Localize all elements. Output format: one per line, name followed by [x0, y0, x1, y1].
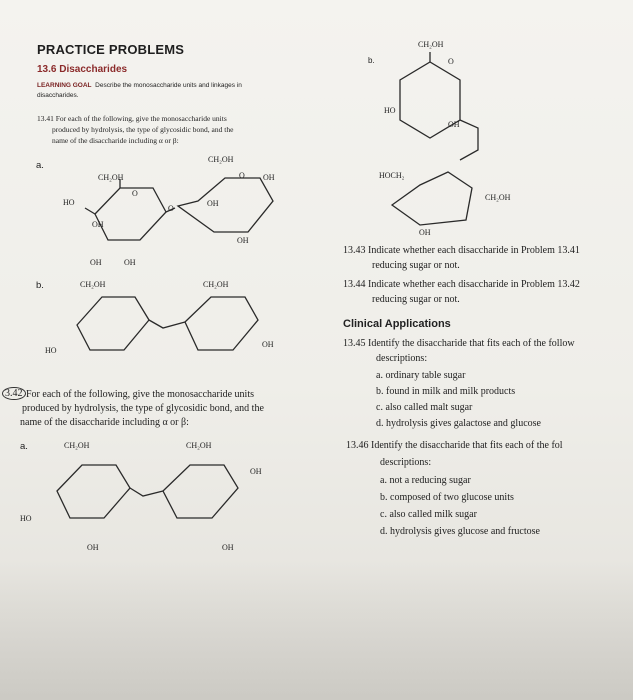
struct-a-oh-3: OH: [207, 199, 219, 208]
problem-1343-line1: 13.43 Indicate whether each disaccharide in Problem 13.41: [343, 245, 580, 256]
struct-b-oh-1: OH: [448, 120, 460, 129]
struct-b-ho: HO: [384, 106, 396, 115]
problem-1342-line2: produced by hydrolysis, the type of glycosidic bond, and the: [22, 403, 264, 414]
struct-a-o-2: O: [239, 171, 245, 180]
struct-a-o-1: O: [132, 189, 138, 198]
problem-1345-line2: descriptions:: [376, 353, 428, 364]
struct-b-top-label: b.: [368, 56, 375, 65]
struct-b2-ch2oh-1: CH₂OH: [80, 280, 106, 289]
struct-1342a-oh: OH: [250, 467, 262, 476]
struct-a-ho: HO: [63, 198, 75, 207]
problem-1345-item-d: d. hydrolysis gives galactose and glucose: [376, 418, 541, 429]
problem-1345-item-c: c. also called malt sugar: [376, 402, 473, 413]
problem-1346-line1: 13.46 Identify the disaccharide that fits each of the fol: [346, 440, 563, 451]
clinical-applications-heading: Clinical Applications: [343, 318, 451, 330]
problem-1342-num: 3.42: [2, 387, 26, 400]
struct-b2-oh: OH: [262, 340, 274, 349]
struct-1342a-ch2oh-1: CH₂OH: [64, 441, 90, 450]
struct-b-hoch2: HOCH₂: [379, 171, 405, 180]
problem-1342-line1: For each of the following, give the monosaccharide units: [26, 389, 254, 400]
problem-1342-line3: name of the disaccharide including α or β:: [20, 417, 189, 428]
problem-1346-item-c: c. also called milk sugar: [380, 509, 477, 520]
struct-a-ch2oh-1: CH₂OH: [98, 173, 124, 182]
struct-b-ch2oh: CH₂OH: [418, 40, 444, 49]
struct-1342a-oh-3: OH: [222, 543, 234, 552]
struct-a-oh-2: OH: [263, 173, 275, 182]
problem-1341-line3: name of the disaccharide including α or β:: [52, 136, 179, 145]
problem-1345-item-a: a. ordinary table sugar: [376, 370, 466, 381]
problem-1346-item-d: d. hydrolysis gives glucose and fructose: [380, 526, 540, 537]
bottom-shadow: [0, 560, 633, 700]
struct-b-oh-2: OH: [419, 228, 431, 237]
struct-a-oh-5: OH: [90, 258, 102, 267]
problem-1341-line2: produced by hydrolysis, the type of glycosidic bond, and the: [52, 125, 234, 134]
problem-1344-line1: 13.44 Indicate whether each disaccharide in Problem 13.42: [343, 279, 580, 290]
section-title: Disaccharides: [59, 64, 128, 75]
problem-1346-item-a: a. not a reducing sugar: [380, 475, 471, 486]
section-num: 13.6: [37, 64, 57, 75]
struct-a-oh-4: OH: [237, 236, 249, 245]
problem-1346-item-b: b. composed of two glucose units: [380, 492, 514, 503]
struct-b2-ho: HO: [45, 346, 57, 355]
struct-b2-ch2oh-2: CH₂OH: [203, 280, 229, 289]
problem-1345-line1: 13.45 Identify the disaccharide that fits each of the follow: [343, 338, 575, 349]
struct-a-ch2oh-2: CH₂OH: [208, 155, 234, 164]
page-title: PRACTICE PROBLEMS: [37, 42, 185, 57]
problem-1343-line2: reducing sugar or not.: [372, 260, 460, 271]
learning-goal-text: Describe the monosaccharide units and linkages in: [95, 82, 242, 89]
learning-goal-line2: disaccharides.: [37, 92, 79, 99]
struct-b-o-1: O: [448, 57, 454, 66]
problem-1346-line2: descriptions:: [380, 457, 432, 468]
struct-1342a-label: a.: [20, 441, 28, 452]
struct-1342a-ho: HO: [20, 514, 32, 523]
struct-1342a-oh-2: OH: [87, 543, 99, 552]
problem-1341-line1: 13.41 For each of the following, give the monosaccharide units: [37, 114, 227, 123]
struct-a-o-link: O: [168, 204, 174, 213]
struct-1342a-ch2oh-2: CH₂OH: [186, 441, 212, 450]
struct-a-label: a.: [36, 160, 44, 171]
struct-b-label: b.: [36, 280, 44, 291]
learning-goal-label: LEARNING GOAL: [37, 82, 92, 89]
problem-1344-line2: reducing sugar or not.: [372, 294, 460, 305]
problem-1345-item-b: b. found in milk and milk products: [376, 386, 516, 397]
struct-a-oh-6: OH: [124, 258, 136, 267]
struct-a-oh-1: OH: [92, 220, 104, 229]
struct-b-ch2oh-2: CH₂OH: [485, 193, 511, 202]
